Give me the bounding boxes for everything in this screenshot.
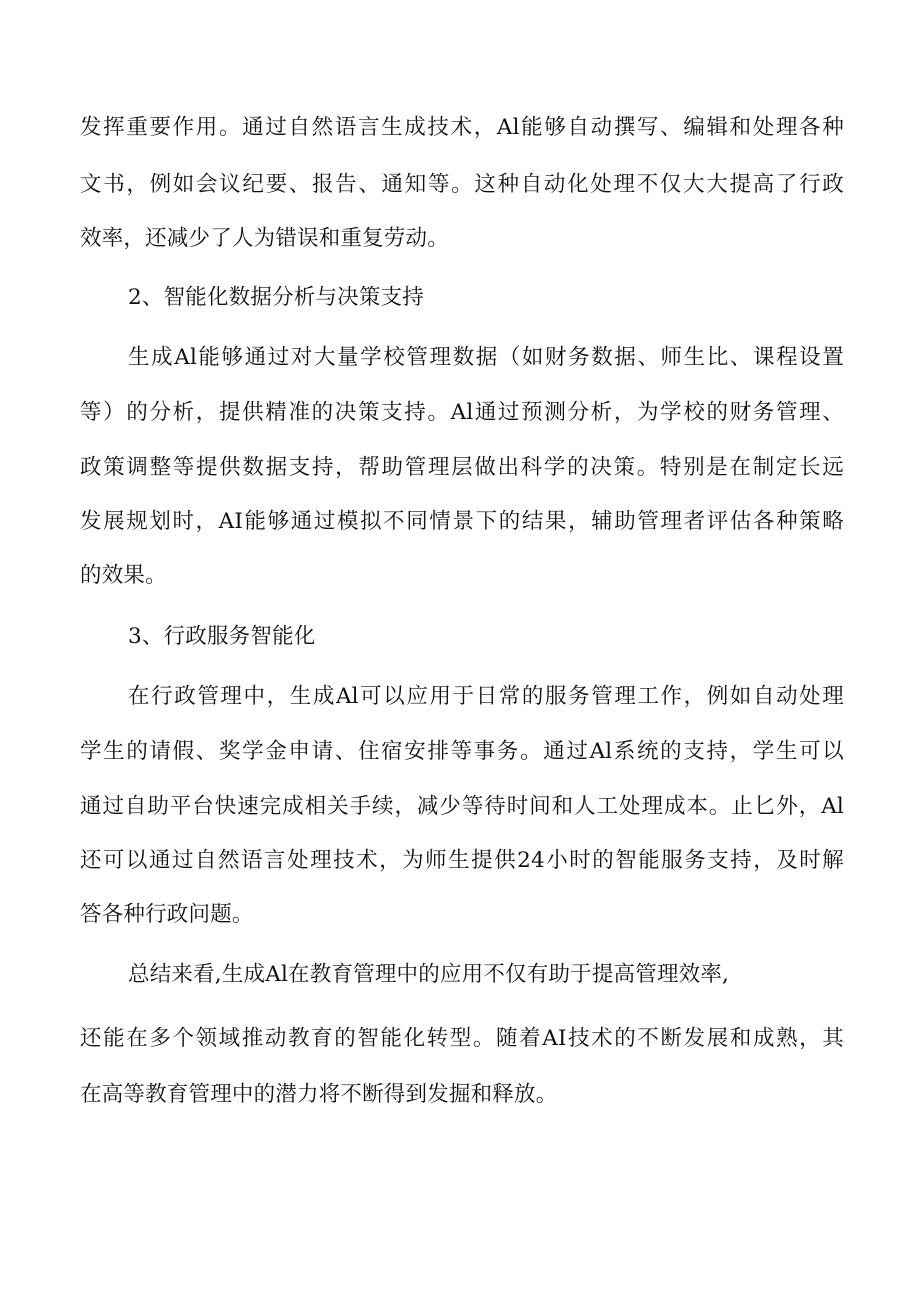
paragraph-3-line-1: 在行政管理中，生成Al可以应用于日常的服务管理工作，例如自动处理 xyxy=(128,684,844,709)
paragraph-4-line-1: 总结来看,生成Al在教育管理中的应用不仅有助于提高管理效率, xyxy=(128,962,730,987)
section-heading-2: 2、智能化数据分析与决策支持 xyxy=(128,285,424,310)
paragraph-2-line-3: 政策调整等提供数据支持，帮助管理层做出科学的决策。特别是在制定长远 xyxy=(80,455,844,480)
paragraph-4-line-3: 在高等教育管理中的潜力将不断得到发掘和释放。 xyxy=(80,1082,558,1107)
paragraph-1-line-1: 发挥重要作用。通过自然语言生成技术，Al能够自动撰写、编辑和处理各种 xyxy=(80,115,844,140)
paragraph-3-line-5: 答各种行政问题。 xyxy=(80,902,254,927)
section-heading-3: 3、行政服务智能化 xyxy=(128,624,316,649)
paragraph-3-line-2: 学生的请假、奖学金申请、住宿安排等事务。通过Al系统的支持，学生可以 xyxy=(80,739,844,764)
paragraph-3-line-3: 通过自助平台快速完成相关手续，减少等待时间和人工处理成本。止匕外，Al xyxy=(80,794,844,819)
paragraph-3-line-4: 还可以通过自然语言处理技术，为师生提供24小时的智能服务支持，及时解 xyxy=(80,848,844,873)
paragraph-2-line-4: 发展规划时，AI能够通过模拟不同情景下的结果，辅助管理者评估各种策略 xyxy=(80,509,844,534)
paragraph-2-line-1: 生成Al能够通过对大量学校管理数据（如财务数据、师生比、课程设置 xyxy=(128,345,844,370)
paragraph-1-line-2: 文书，例如会议纪要、报告、通知等。这种自动化处理不仅大大提高了行政 xyxy=(80,172,844,197)
paragraph-2-line-2: 等）的分析，提供精准的决策支持。Al通过预测分析，为学校的财务管理、 xyxy=(80,400,844,425)
paragraph-2-line-5: 的效果。 xyxy=(80,563,167,588)
paragraph-1-line-3: 效率，还减少了人为错误和重复劳动。 xyxy=(80,226,449,251)
paragraph-4-line-2: 还能在多个领域推动教育的智能化转型。随着AI技术的不断发展和成熟，其 xyxy=(80,1026,844,1051)
